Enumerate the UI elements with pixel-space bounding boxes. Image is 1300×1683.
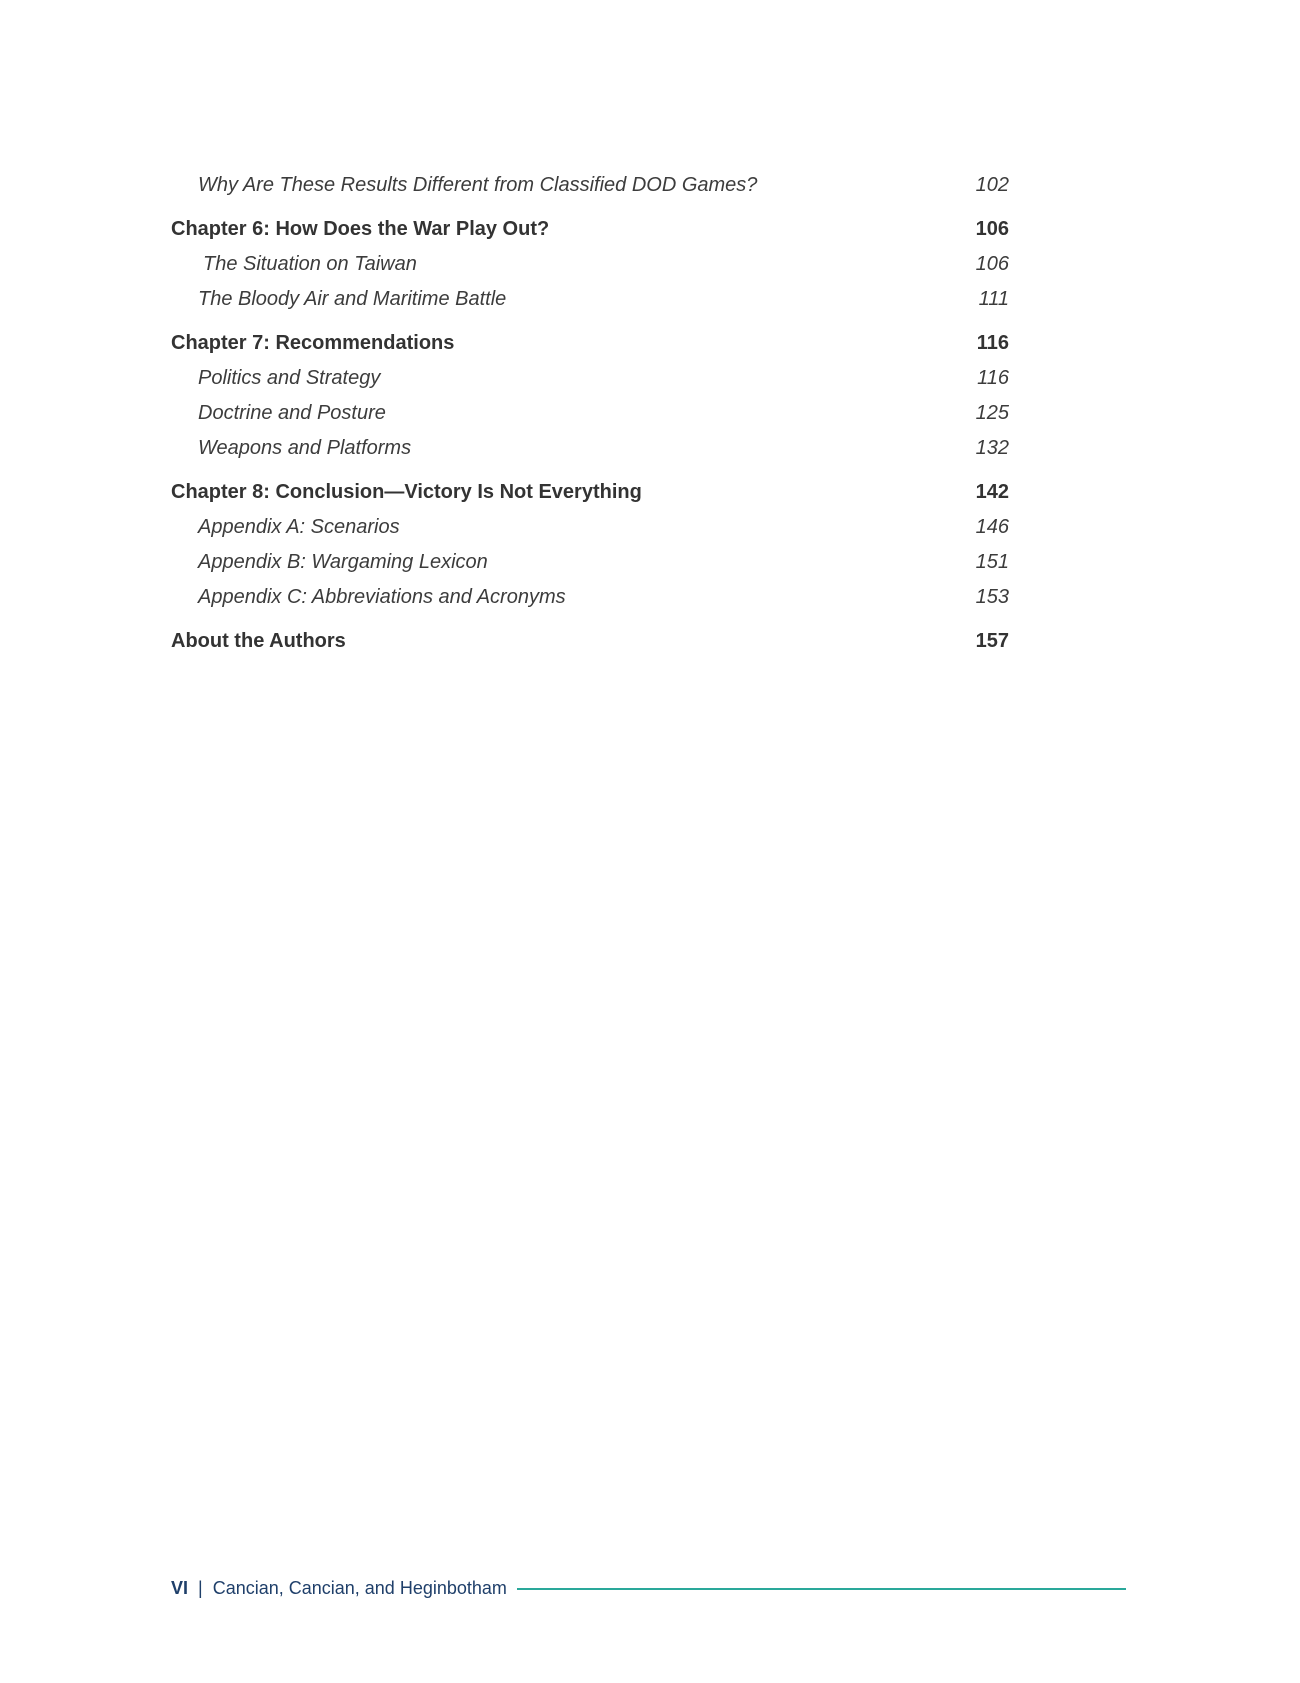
toc-entry-label: The Bloody Air and Maritime Battle — [198, 288, 507, 310]
toc-chapter[interactable] — [171, 212, 1009, 247]
toc-entry-label: The Situation on Taiwan — [203, 253, 417, 275]
toc-chapter-page: 157 — [975, 630, 1009, 652]
toc-entry[interactable] — [171, 545, 1009, 580]
toc-entry-page: 116 — [977, 367, 1009, 389]
toc-entry-label: Politics and Strategy — [198, 367, 381, 389]
toc-chapter-label: Chapter 8: Conclusion—Victory Is Not Everything — [171, 481, 642, 503]
toc-entry[interactable] — [171, 580, 1009, 615]
toc-entry-label: Appendix C: Abbreviations and Acronyms — [198, 586, 566, 608]
page-footer — [171, 1578, 1126, 1599]
toc-chapter-label: Chapter 6: How Does the War Play Out? — [171, 218, 550, 240]
toc-chapter-page: 116 — [976, 332, 1009, 354]
toc-chapter[interactable] — [171, 475, 1009, 510]
toc-chapter-page: 142 — [975, 481, 1009, 503]
toc-entry[interactable] — [171, 168, 1009, 203]
toc-entry-page: 132 — [975, 437, 1009, 459]
toc-chapter[interactable] — [171, 326, 1009, 361]
toc-entry[interactable] — [171, 510, 1009, 545]
toc-entry-page: 153 — [975, 586, 1009, 608]
toc-entry-page: 106 — [975, 253, 1009, 275]
toc-entry-page: 102 — [975, 174, 1009, 196]
footer-separator: | — [198, 1578, 203, 1598]
toc-entry-page: 146 — [975, 516, 1009, 538]
toc-entry-label: Weapons and Platforms — [198, 437, 412, 459]
footer-rule — [517, 1588, 1126, 1590]
toc-entry-page: 111 — [978, 288, 1009, 310]
footer-authors: Cancian, Cancian, and Heginbotham — [212, 1578, 507, 1598]
toc-entry[interactable] — [171, 282, 1009, 317]
toc-chapter[interactable] — [171, 624, 1009, 659]
toc-entry[interactable] — [171, 247, 1009, 282]
toc-chapter-page: 106 — [975, 218, 1009, 240]
toc-entry-label: Appendix B: Wargaming Lexicon — [198, 551, 488, 573]
toc-entry-label: Appendix A: Scenarios — [198, 516, 400, 538]
toc-chapter-label: About the Authors — [171, 630, 346, 652]
table-of-contents — [171, 168, 1009, 659]
toc-entry-label: Doctrine and Posture — [198, 402, 386, 424]
toc-chapter-label: Chapter 7: Recommendations — [171, 332, 455, 354]
page-number: VI — [171, 1578, 189, 1598]
toc-entry[interactable] — [171, 361, 1009, 396]
toc-entry[interactable] — [171, 431, 1009, 466]
toc-entry-label: Why Are These Results Different from Classified DOD Games? — [198, 174, 758, 196]
toc-entry-page: 151 — [975, 551, 1009, 573]
toc-entry-page: 125 — [975, 402, 1009, 424]
toc-entry[interactable] — [171, 396, 1009, 431]
